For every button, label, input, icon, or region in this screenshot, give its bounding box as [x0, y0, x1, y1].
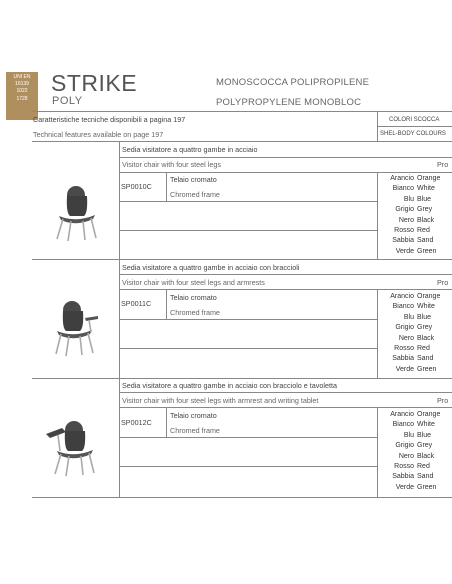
color-it: Rosso — [394, 463, 414, 470]
chair-image-armrests — [52, 298, 102, 358]
color-it: Sabbia — [392, 355, 414, 363]
color-it: Sabbia — [392, 473, 414, 481]
color-it: Nero — [398, 216, 414, 224]
divider — [119, 157, 452, 158]
frame-en: Chromed frame — [170, 426, 220, 435]
divider — [32, 497, 452, 498]
color-en: Red — [417, 345, 430, 352]
tech-features-en: Technical features available on page 197 — [33, 130, 164, 139]
divider — [119, 141, 120, 259]
product-description-en: Visitor chair with four steel legs and armrests — [122, 278, 265, 287]
product-description-it: Sedia visitatore a quattro gambe in acciaio con braccioli — [122, 263, 300, 272]
color-list — [378, 410, 452, 494]
color-en: Black — [417, 452, 435, 460]
price-column-label: Pro — [437, 160, 449, 169]
product-code: SP0012C — [121, 418, 152, 427]
color-en: Grey — [417, 324, 433, 332]
color-en: Green — [417, 247, 437, 255]
color-list — [378, 292, 452, 376]
color-it: Bianco — [392, 421, 414, 429]
divider — [119, 392, 452, 393]
divider — [119, 274, 452, 275]
material-english: POLYPROPYLENE MONOBLOC — [216, 97, 362, 108]
color-en: Red — [417, 463, 430, 470]
divider — [32, 378, 452, 379]
color-en: Black — [417, 334, 435, 342]
divider — [119, 201, 377, 202]
divider — [32, 111, 452, 112]
shell-colours-en: SHEL-BODY COLOURS — [380, 131, 446, 137]
color-list — [378, 174, 452, 258]
color-en: Orange — [417, 175, 441, 182]
frame-it: Telaio cromato — [170, 411, 217, 420]
badge-line: 16139 — [15, 81, 29, 88]
color-en: Red — [417, 227, 430, 234]
product-description-it: Sedia visitatore a quattro gambe in acciaio — [122, 145, 258, 154]
color-it: Grigio — [395, 324, 414, 332]
frame-en: Chromed frame — [170, 308, 220, 317]
color-it: Verde — [395, 247, 414, 255]
divider — [32, 259, 452, 260]
color-en: Blue — [417, 313, 432, 321]
color-en: Black — [417, 216, 435, 224]
color-en: Blue — [417, 431, 432, 439]
frame-it: Telaio cromato — [170, 175, 217, 184]
divider — [119, 172, 452, 173]
divider — [377, 111, 378, 141]
shell-colours-it: COLORI SCOCCA — [389, 117, 440, 123]
color-en: White — [417, 421, 435, 429]
color-en: Grey — [417, 442, 433, 450]
divider — [119, 466, 377, 467]
product-description-it: Sedia visitatore a quattro gambe in acciaio con bracciolo e tavoletta — [122, 381, 337, 390]
divider — [119, 407, 452, 408]
divider — [119, 230, 377, 231]
divider — [32, 141, 452, 142]
product-title: STRIKE — [51, 70, 138, 96]
color-it: Blu — [403, 195, 414, 203]
product-description-en: Visitor chair with four steel legs with armrest and writing tablet — [122, 396, 319, 405]
divider — [119, 437, 377, 438]
color-en: Orange — [417, 411, 441, 418]
color-en: White — [417, 303, 435, 311]
color-it: Nero — [398, 452, 414, 460]
chair-image-basic — [50, 183, 102, 243]
price-column-label: Pro — [437, 278, 449, 287]
color-en: Sand — [417, 355, 434, 363]
divider — [166, 407, 167, 437]
color-it: Sabbia — [392, 237, 414, 245]
color-en: Grey — [417, 206, 433, 214]
product-code: SP0010C — [121, 182, 152, 191]
material-italian: MONOSCOCCA POLIPROPILENE — [216, 77, 370, 88]
color-it: Grigio — [395, 206, 414, 214]
color-en: Green — [417, 483, 437, 491]
color-it: Arancio — [390, 411, 414, 418]
color-it: Verde — [395, 365, 414, 373]
divider — [166, 172, 167, 201]
divider — [377, 126, 452, 127]
color-it: Verde — [395, 483, 414, 491]
color-it: Rosso — [394, 345, 414, 352]
divider — [119, 289, 452, 290]
color-it: Rosso — [394, 227, 414, 234]
color-it: Arancio — [390, 175, 414, 182]
color-it: Bianco — [392, 303, 414, 311]
divider — [119, 319, 377, 320]
price-column-label: Pro — [437, 396, 449, 405]
badge-line: UNI EN — [13, 74, 31, 80]
divider — [119, 348, 377, 349]
color-en: Sand — [417, 473, 434, 481]
tech-features-it: Caratteristiche tecniche disponibili a pagina 197 — [33, 115, 186, 124]
frame-en: Chromed frame — [170, 190, 220, 199]
color-it: Grigio — [395, 442, 414, 450]
color-it: Arancio — [390, 293, 414, 300]
frame-it: Telaio cromato — [170, 293, 217, 302]
color-en: Green — [417, 365, 437, 373]
chair-image-tablet — [44, 418, 100, 478]
color-en: White — [417, 185, 435, 193]
color-it: Blu — [403, 431, 414, 439]
product-code: SP0011C — [121, 299, 152, 308]
product-description-en: Visitor chair with four steel legs — [122, 160, 221, 169]
divider — [166, 289, 167, 319]
product-subtitle: POLY — [52, 95, 83, 107]
color-en: Blue — [417, 195, 432, 203]
certification-badge — [6, 72, 38, 120]
color-it: Bianco — [392, 185, 414, 193]
badge-line: 1728 — [16, 95, 28, 102]
color-en: Sand — [417, 237, 434, 245]
badge-line: 1022 — [16, 88, 28, 95]
color-it: Blu — [403, 313, 414, 321]
color-en: Orange — [417, 293, 441, 300]
color-it: Nero — [398, 334, 414, 342]
